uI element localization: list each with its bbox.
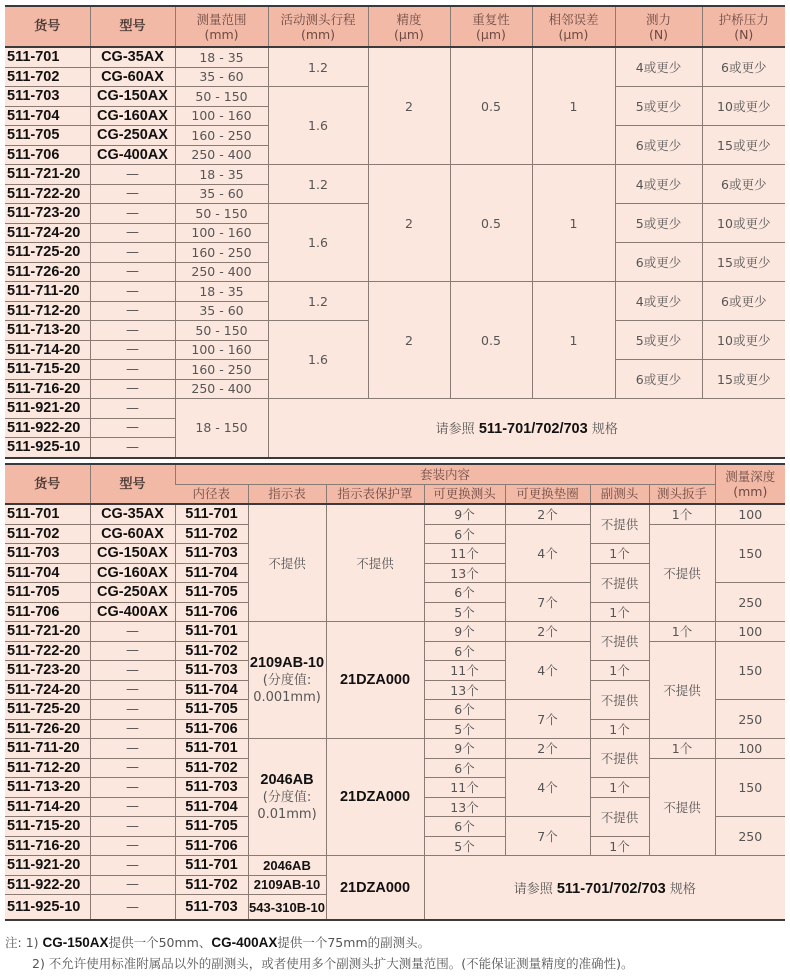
cell-depth: 250 — [715, 583, 785, 622]
cell-bore-gauge: 511-705 — [175, 583, 248, 603]
header-adjacent-error: 相邻误差 (μm) — [532, 6, 615, 47]
cell-model: CG-35AX — [90, 47, 175, 67]
kit-header-row-1 — [5, 464, 785, 484]
cell-range: 50 - 150 — [175, 87, 268, 107]
cell-code: 511-702 — [5, 524, 90, 544]
header-washers: 可更换垫圈 — [505, 484, 590, 504]
cell-model: CG-35AX — [90, 504, 175, 524]
cell-model: — — [90, 758, 175, 778]
cell-model: — — [90, 817, 175, 837]
header-anvils: 可更换测头 — [424, 484, 505, 504]
cell-code: 511-723-20 — [5, 204, 90, 224]
cell-code: 511-701 — [5, 504, 90, 524]
cell-code: 511-712-20 — [5, 758, 90, 778]
cell-model: — — [90, 719, 175, 739]
cell-code: 511-724-20 — [5, 680, 90, 700]
cell-indicator: 2046AB — [248, 856, 326, 876]
cell-force: 5或更少 — [615, 204, 702, 243]
cell-code: 511-921-20 — [5, 399, 90, 419]
cell-model: — — [90, 622, 175, 642]
cell-anvils: 13个 — [424, 797, 505, 817]
cell-washers: 7个 — [505, 583, 590, 622]
cell-aux-anvil: 1个 — [590, 719, 649, 739]
cell-code: 511-721-20 — [5, 165, 90, 185]
cell-code: 511-724-20 — [5, 223, 90, 243]
cell-bore-gauge: 511-702 — [175, 875, 248, 895]
cell-code: 511-716-20 — [5, 836, 90, 856]
kit-row — [5, 622, 785, 642]
cell-depth: 100 — [715, 739, 785, 759]
cell-code: 511-725-20 — [5, 700, 90, 720]
header-depth: 测量深度 (mm) — [715, 464, 785, 504]
cell-model: — — [90, 778, 175, 798]
cell-code: 511-921-20 — [5, 856, 90, 876]
spec-header-row — [5, 6, 785, 47]
cell-range: 50 - 150 — [175, 204, 268, 224]
cell-code: 511-713-20 — [5, 321, 90, 341]
cell-code: 511-703 — [5, 544, 90, 564]
cell-range: 100 - 160 — [175, 223, 268, 243]
cell-range: 35 - 60 — [175, 67, 268, 87]
cell-code: 511-701 — [5, 47, 90, 67]
kit-row — [5, 856, 785, 876]
cell-bore-gauge: 511-703 — [175, 895, 248, 921]
cell-indicator: 543-310B-10 — [248, 895, 326, 921]
cell-aux-anvil: 不提供 — [590, 622, 649, 661]
cell-bridge-pressure: 10或更少 — [702, 87, 785, 126]
cell-aux-anvil: 不提供 — [590, 680, 649, 719]
cell-stroke: 1.2 — [268, 282, 368, 321]
cell-code: 511-704 — [5, 563, 90, 583]
cell-model: CG-250AX — [90, 583, 175, 603]
spec-row — [5, 165, 785, 185]
cell-bore-gauge: 511-701 — [175, 504, 248, 524]
cell-bridge-pressure: 10或更少 — [702, 321, 785, 360]
cell-washers: 2个 — [505, 622, 590, 642]
cell-code: 511-726-20 — [5, 719, 90, 739]
cell-code: 511-703 — [5, 87, 90, 107]
cell-indicator-cover: 不提供 — [326, 504, 424, 622]
cell-code: 511-716-20 — [5, 379, 90, 399]
cell-bore-gauge: 511-701 — [175, 622, 248, 642]
cell-bore-gauge: 511-703 — [175, 778, 248, 798]
cell-code: 511-705 — [5, 583, 90, 603]
cell-bore-gauge: 511-706 — [175, 836, 248, 856]
header-range: 测量范围 (mm) — [175, 6, 268, 47]
cell-force: 4或更少 — [615, 47, 702, 87]
header-code: 货号 — [5, 464, 90, 504]
cell-code: 511-706 — [5, 602, 90, 622]
cell-range: 18 - 150 — [175, 399, 268, 458]
cell-anvils: 6个 — [424, 817, 505, 837]
cell-depth: 150 — [715, 524, 785, 583]
footnote-2: 2) 不允许使用标准附属品以外的副测头，或者使用多个副测头扩大测量范围。(不能保证测量精度的准确性)。 — [32, 956, 634, 971]
cell-code: 511-711-20 — [5, 282, 90, 302]
cell-bore-gauge: 511-704 — [175, 563, 248, 583]
cell-model: — — [90, 836, 175, 856]
cell-wrench: 1个 — [649, 504, 715, 524]
cell-bore-gauge: 511-705 — [175, 817, 248, 837]
cell-code: 511-706 — [5, 145, 90, 165]
cell-anvils: 11个 — [424, 778, 505, 798]
cell-range: 250 - 400 — [175, 379, 268, 399]
cell-code: 511-714-20 — [5, 797, 90, 817]
cell-range: 160 - 250 — [175, 360, 268, 380]
cell-code: 511-922-20 — [5, 418, 90, 438]
cell-wrench: 不提供 — [649, 524, 715, 622]
cell-anvils: 11个 — [424, 544, 505, 564]
cell-code: 511-725-20 — [5, 243, 90, 263]
cell-wrench: 1个 — [649, 739, 715, 759]
cell-anvils: 6个 — [424, 758, 505, 778]
cell-model: CG-250AX — [90, 126, 175, 146]
cell-repeatability: 0.5 — [450, 47, 532, 165]
cell-code: 511-925-10 — [5, 895, 90, 921]
cell-code: 511-714-20 — [5, 340, 90, 360]
cell-model: CG-60AX — [90, 524, 175, 544]
cell-aux-anvil: 1个 — [590, 544, 649, 564]
cell-wrench: 1个 — [649, 622, 715, 642]
cell-wrench: 不提供 — [649, 641, 715, 739]
cell-code: 511-705 — [5, 126, 90, 146]
cell-anvils: 5个 — [424, 602, 505, 622]
cell-washers: 4个 — [505, 758, 590, 817]
cell-model: — — [90, 797, 175, 817]
cell-range: 250 - 400 — [175, 145, 268, 165]
spec-table — [5, 5, 785, 459]
cell-force: 6或更少 — [615, 360, 702, 399]
header-accuracy: 精度 (μm) — [368, 6, 450, 47]
cell-bridge-pressure: 10或更少 — [702, 204, 785, 243]
cell-force: 6或更少 — [615, 243, 702, 282]
cell-bore-gauge: 511-702 — [175, 758, 248, 778]
header-indicator: 指示表 — [248, 484, 326, 504]
kit-table — [5, 463, 785, 921]
cell-indicator-cover: 21DZA000 — [326, 622, 424, 739]
cell-model: — — [90, 301, 175, 321]
cell-model: — — [90, 875, 175, 895]
cell-range: 35 - 60 — [175, 184, 268, 204]
header-bridge-pressure: 护桥压力 (N) — [702, 6, 785, 47]
footnote-1: 注: 1) CG-150AX提供一个50mm、CG-400AX提供一个75mm的副测头。 — [5, 935, 431, 950]
header-wrench: 测头扳手 — [649, 484, 715, 504]
cell-aux-anvil: 不提供 — [590, 563, 649, 602]
cell-indicator: 2046AB (分度值: 0.01mm) — [248, 739, 326, 856]
spec-row — [5, 399, 785, 419]
cell-anvils: 6个 — [424, 641, 505, 661]
cell-aux-anvil: 不提供 — [590, 504, 649, 544]
cell-adjacent-error: 1 — [532, 47, 615, 165]
cell-reference: 请参照 511-701/702/703 规格 — [268, 399, 785, 458]
cell-anvils: 13个 — [424, 680, 505, 700]
cell-washers: 7个 — [505, 700, 590, 739]
cell-model: — — [90, 321, 175, 341]
cell-indicator: 不提供 — [248, 504, 326, 622]
cell-code: 511-713-20 — [5, 778, 90, 798]
cell-model: — — [90, 165, 175, 185]
cell-indicator-cover: 21DZA000 — [326, 739, 424, 856]
cell-anvils: 9个 — [424, 622, 505, 642]
cell-bridge-pressure: 6或更少 — [702, 165, 785, 204]
cell-wrench: 不提供 — [649, 758, 715, 856]
header-aux-anvil: 副测头 — [590, 484, 649, 504]
cell-aux-anvil: 不提供 — [590, 739, 649, 778]
cell-bore-gauge: 511-702 — [175, 524, 248, 544]
cell-code: 511-723-20 — [5, 661, 90, 681]
cell-anvils: 9个 — [424, 504, 505, 524]
cell-range: 50 - 150 — [175, 321, 268, 341]
cell-model: — — [90, 184, 175, 204]
cell-depth: 100 — [715, 504, 785, 524]
cell-code: 511-922-20 — [5, 875, 90, 895]
cell-depth: 100 — [715, 622, 785, 642]
cell-anvils: 9个 — [424, 739, 505, 759]
footnotes — [5, 932, 634, 974]
cell-repeatability: 0.5 — [450, 165, 532, 282]
cell-model: CG-150AX — [90, 544, 175, 564]
cell-indicator-cover: 21DZA000 — [326, 856, 424, 921]
cell-reference: 请参照 511-701/702/703 规格 — [424, 856, 785, 921]
cell-stroke: 1.6 — [268, 321, 368, 399]
cell-model: CG-400AX — [90, 602, 175, 622]
cell-bore-gauge: 511-704 — [175, 680, 248, 700]
cell-anvils: 11个 — [424, 661, 505, 681]
cell-indicator: 2109AB-10 (分度值: 0.001mm) — [248, 622, 326, 739]
cell-washers: 2个 — [505, 504, 590, 524]
cell-force: 4或更少 — [615, 282, 702, 321]
cell-range: 35 - 60 — [175, 301, 268, 321]
cell-code: 511-712-20 — [5, 301, 90, 321]
cell-stroke: 1.6 — [268, 87, 368, 165]
cell-anvils: 13个 — [424, 563, 505, 583]
cell-range: 160 - 250 — [175, 126, 268, 146]
cell-washers: 4个 — [505, 641, 590, 700]
cell-code: 511-715-20 — [5, 817, 90, 837]
cell-depth: 250 — [715, 700, 785, 739]
cell-model: — — [90, 282, 175, 302]
cell-model: — — [90, 340, 175, 360]
cell-stroke: 1.2 — [268, 47, 368, 87]
header-repeatability: 重复性 (μm) — [450, 6, 532, 47]
cell-model: CG-160AX — [90, 106, 175, 126]
cell-model: — — [90, 223, 175, 243]
cell-washers: 4个 — [505, 524, 590, 583]
cell-code: 511-722-20 — [5, 641, 90, 661]
cell-model: — — [90, 204, 175, 224]
cell-code: 511-722-20 — [5, 184, 90, 204]
cell-force: 6或更少 — [615, 126, 702, 165]
cell-model: — — [90, 418, 175, 438]
cell-model: — — [90, 379, 175, 399]
cell-code: 511-704 — [5, 106, 90, 126]
header-indicator-cover: 指示表保护罩 — [326, 484, 424, 504]
cell-stroke: 1.2 — [268, 165, 368, 204]
cell-indicator: 2109AB-10 — [248, 875, 326, 895]
cell-model: CG-60AX — [90, 67, 175, 87]
cell-code: 511-702 — [5, 67, 90, 87]
cell-repeatability: 0.5 — [450, 282, 532, 399]
cell-aux-anvil: 1个 — [590, 778, 649, 798]
cell-model: CG-150AX — [90, 87, 175, 107]
cell-adjacent-error: 1 — [532, 165, 615, 282]
cell-range: 18 - 35 — [175, 47, 268, 67]
cell-bridge-pressure: 15或更少 — [702, 360, 785, 399]
cell-accuracy: 2 — [368, 165, 450, 282]
cell-bore-gauge: 511-706 — [175, 602, 248, 622]
header-force: 测力 (N) — [615, 6, 702, 47]
cell-model: — — [90, 739, 175, 759]
cell-aux-anvil: 1个 — [590, 602, 649, 622]
cell-range: 160 - 250 — [175, 243, 268, 263]
cell-bridge-pressure: 15或更少 — [702, 126, 785, 165]
cell-force: 4或更少 — [615, 165, 702, 204]
cell-range: 250 - 400 — [175, 262, 268, 282]
cell-accuracy: 2 — [368, 282, 450, 399]
cell-anvils: 6个 — [424, 524, 505, 544]
cell-range: 18 - 35 — [175, 282, 268, 302]
header-code: 货号 — [5, 6, 90, 47]
kit-row — [5, 739, 785, 759]
cell-bore-gauge: 511-701 — [175, 739, 248, 759]
cell-washers: 7个 — [505, 817, 590, 856]
cell-model: — — [90, 641, 175, 661]
cell-depth: 150 — [715, 641, 785, 700]
cell-bore-gauge: 511-703 — [175, 544, 248, 564]
cell-bore-gauge: 511-703 — [175, 661, 248, 681]
cell-model: — — [90, 262, 175, 282]
cell-model: — — [90, 399, 175, 419]
cell-bridge-pressure: 15或更少 — [702, 243, 785, 282]
cell-model: — — [90, 661, 175, 681]
cell-anvils: 5个 — [424, 836, 505, 856]
cell-model: — — [90, 700, 175, 720]
spec-row — [5, 47, 785, 67]
cell-code: 511-925-10 — [5, 438, 90, 458]
cell-range: 100 - 160 — [175, 106, 268, 126]
cell-bore-gauge: 511-705 — [175, 700, 248, 720]
cell-bridge-pressure: 6或更少 — [702, 282, 785, 321]
cell-model: — — [90, 360, 175, 380]
cell-bore-gauge: 511-702 — [175, 641, 248, 661]
cell-adjacent-error: 1 — [532, 282, 615, 399]
cell-range: 100 - 160 — [175, 340, 268, 360]
cell-washers: 2个 — [505, 739, 590, 759]
cell-anvils: 6个 — [424, 700, 505, 720]
cell-stroke: 1.6 — [268, 204, 368, 282]
cell-accuracy: 2 — [368, 47, 450, 165]
cell-aux-anvil: 不提供 — [590, 797, 649, 836]
cell-bridge-pressure: 6或更少 — [702, 47, 785, 87]
cell-code: 511-726-20 — [5, 262, 90, 282]
cell-aux-anvil: 1个 — [590, 836, 649, 856]
cell-depth: 250 — [715, 817, 785, 856]
cell-force: 5或更少 — [615, 321, 702, 360]
cell-model: — — [90, 856, 175, 876]
cell-bore-gauge: 511-706 — [175, 719, 248, 739]
header-bore-gauge: 内径表 — [175, 484, 248, 504]
cell-force: 5或更少 — [615, 87, 702, 126]
cell-code: 511-715-20 — [5, 360, 90, 380]
cell-model: — — [90, 243, 175, 263]
spec-row — [5, 282, 785, 302]
cell-model: — — [90, 438, 175, 458]
kit-row — [5, 504, 785, 524]
cell-range: 18 - 35 — [175, 165, 268, 185]
cell-aux-anvil: 1个 — [590, 661, 649, 681]
header-kit-contents: 套装内容 — [175, 464, 715, 484]
cell-model: CG-160AX — [90, 563, 175, 583]
cell-bore-gauge: 511-701 — [175, 856, 248, 876]
cell-depth: 150 — [715, 758, 785, 817]
cell-model: — — [90, 895, 175, 921]
header-model: 型号 — [90, 464, 175, 504]
cell-model: — — [90, 680, 175, 700]
cell-code: 511-721-20 — [5, 622, 90, 642]
header-model: 型号 — [90, 6, 175, 47]
cell-anvils: 6个 — [424, 583, 505, 603]
cell-bore-gauge: 511-704 — [175, 797, 248, 817]
cell-code: 511-711-20 — [5, 739, 90, 759]
header-stroke: 活动测头行程 (mm) — [268, 6, 368, 47]
cell-anvils: 5个 — [424, 719, 505, 739]
cell-model: CG-400AX — [90, 145, 175, 165]
